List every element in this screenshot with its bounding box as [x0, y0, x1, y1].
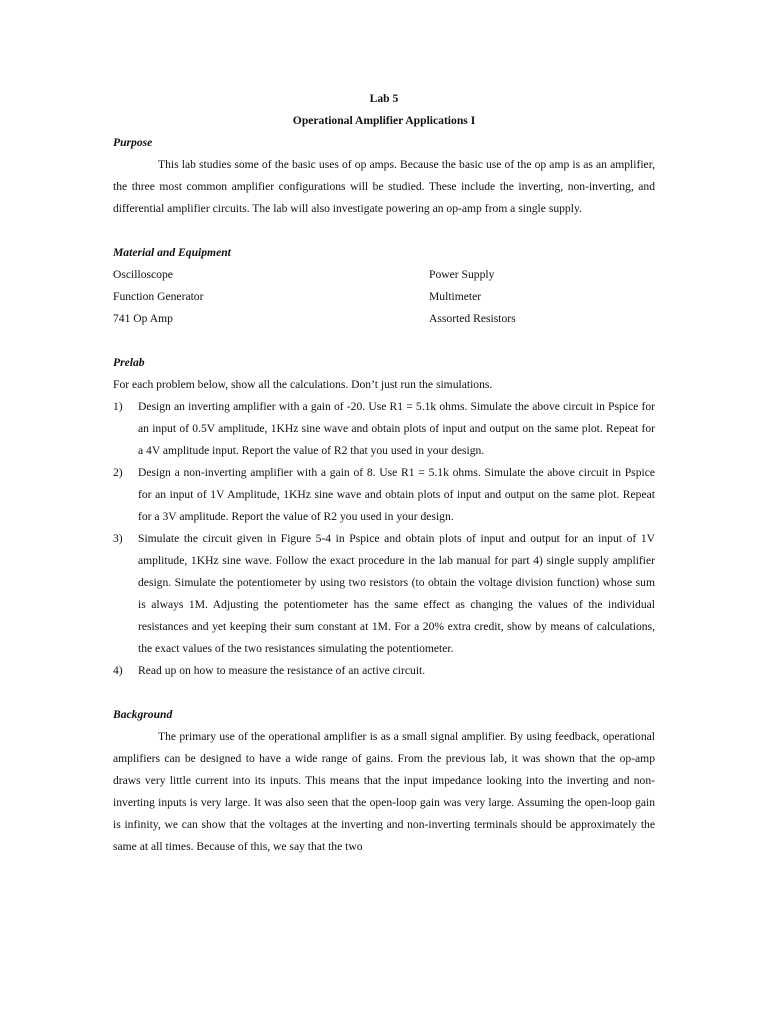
prelab-intro: For each problem below, show all the calculations. Don’t just run the simulations.	[113, 378, 493, 391]
list-item	[113, 660, 655, 682]
equipment-item: Multimeter	[429, 290, 482, 303]
equipment-heading: Material and Equipment	[113, 246, 231, 259]
list-item	[113, 462, 655, 528]
list-text: Design an inverting amplifier with a gain of -20. Use R1 = 5.1k ohms. Simulate the above circuit in Pspice for an input of 0.5V amplitude, 1KHz sine wave and obtain plots of input and output on the same plot. Repeat for a 4V amplitude input. Report the value of R2 that you used in your design.	[138, 400, 655, 457]
document-subtitle: Operational Amplifier Applications I	[292, 114, 476, 127]
equipment-item: Function Generator	[113, 290, 204, 303]
equipment-item: Oscilloscope	[113, 268, 173, 281]
list-number: 3)	[113, 532, 123, 545]
list-number: 1)	[113, 400, 123, 413]
lab-title: Lab 5	[369, 92, 399, 105]
prelab-list	[113, 396, 655, 682]
list-item	[113, 396, 655, 462]
equipment-row	[113, 264, 655, 286]
list-number: 2)	[113, 466, 123, 479]
purpose-heading: Purpose	[113, 136, 153, 149]
list-text: Read up on how to measure the resistance of an active circuit.	[138, 664, 426, 677]
equipment-item: Power Supply	[429, 268, 495, 281]
list-text: Simulate the circuit given in Figure 5-4 in Pspice and obtain plots of input and output for an input of 1V amplitude, 1KHz sine wave. Follow the exact procedure in the lab manual for part 4) single supply amplifier design. Simulate the potentiometer by using two resistors (to obtain the voltage division function) whose sum is always 1M. Adjusting the potentiometer has the same effect as changing the values of the individual resistances and yet keeping their sum constant at 1M. For a 20% extra credit, show by means of calculations, the exact values of the two resistances simulating the potentiometer.	[138, 532, 655, 655]
equipment-item: 741 Op Amp	[113, 312, 173, 325]
prelab-heading: Prelab	[113, 356, 145, 369]
list-item	[113, 528, 655, 660]
equipment-row	[113, 308, 655, 330]
background-heading: Background	[113, 708, 173, 721]
list-text: Design a non-inverting amplifier with a gain of 8. Use R1 = 5.1k ohms. Simulate the above circuit in Pspice for an input of 1V Amplitude, 1KHz sine wave and obtain plots of input and output on the same plot. Repeat for a 3V amplitude. Report the value of R2 you used in your design.	[138, 466, 655, 523]
purpose-paragraph: This lab studies some of the basic uses of op amps. Because the basic use of the op amp is as an amplifier, the three most common amplifier configurations will be studied. These include the inverting, non-inverting, and differential amplifier circuits. The lab will also investigate powering an op-amp from a single supply.	[113, 158, 655, 215]
document-page	[113, 88, 655, 858]
equipment-row	[113, 286, 655, 308]
list-number: 4)	[113, 664, 123, 677]
equipment-item: Assorted Resistors	[429, 312, 516, 325]
equipment-list	[113, 264, 655, 330]
background-paragraph: The primary use of the operational amplifier is as a small signal amplifier. By using feedback, operational amplifiers can be designed to have a wide range of gains. From the previous lab, it was shown that the op-amp draws very little current into its inputs. This means that the input impedance looking into the inverting and non-inverting inputs is very large. It was also seen that the open-loop gain was very large. Assuming the open-loop gain is infinity, we can show that the voltages at the inverting and non-inverting terminals should be approximately the same at all times. Because of this, we say that the two	[113, 730, 655, 853]
